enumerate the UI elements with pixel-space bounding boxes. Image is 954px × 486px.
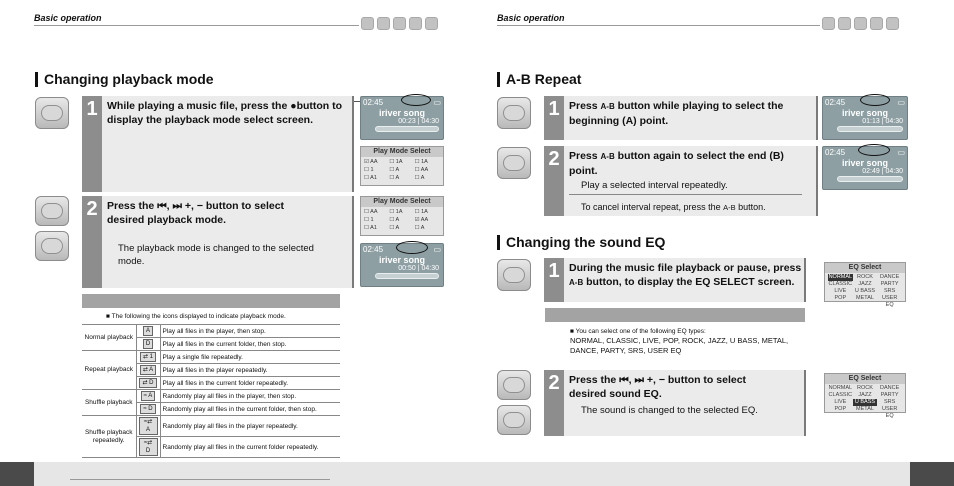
step-number: 2	[82, 196, 102, 288]
ab-key-label: A-B	[569, 278, 584, 287]
step2-text: Press the ⏮, ⏭ +, − button to select desired playback mode.	[107, 200, 285, 226]
mode-icon: ⇄ A	[140, 365, 156, 375]
lcd-progress-time: 01:13 | 04:30	[862, 118, 903, 125]
mode-icon: ≈⇄ D	[139, 438, 158, 456]
battery-icon: ▭	[433, 98, 441, 107]
battery-icon: ▭	[897, 148, 905, 157]
mode-desc: Randomly play all files in the player, then stop.	[160, 390, 340, 403]
lcd-song-title: iriver song	[378, 255, 425, 265]
lcd-progress-time: 00:50 | 04:30	[398, 265, 439, 272]
highlight-oval	[396, 241, 428, 254]
eq-step2-text: Press the ⏮, ⏭ +, − button to select desired sound EQ.	[569, 374, 747, 400]
lcd-song-title: iriver song	[841, 108, 888, 118]
mode-desc: Play a single file repeatedly.	[160, 351, 340, 364]
playback-icons-note: ■ The following the icons displayed to indicate playback mode.	[106, 313, 286, 320]
eq-items: NORMAL ROCK DANCE CLASSIC JAZZ PARTY LIVE U BASS SRS POP METAL USER EQ	[828, 274, 900, 308]
mode-icon: A	[143, 326, 153, 336]
mode-desc: Play all files in the player, then stop.	[160, 325, 340, 338]
eq-select-menu-1	[824, 262, 906, 308]
mode-desc: Randomly play all files in the current folder repeatedly.	[160, 437, 340, 458]
lcd-song-title: iriver song	[378, 108, 425, 118]
skip-buttons-icon	[35, 196, 69, 226]
ab-step2-text: Press A-B button again to select the end (B) point.	[569, 150, 784, 177]
ab-button-icon	[497, 97, 531, 129]
person-icon	[838, 17, 851, 30]
ab-step1-text: Press A-B button while playing to select the beginning (A) point.	[569, 100, 784, 127]
person-icon	[377, 17, 390, 30]
left-header-rule	[34, 25, 359, 26]
step1-text: While playing a music file, press the ●button to display the playback mode select screen.	[107, 100, 343, 126]
right-header-rule	[497, 25, 820, 26]
mode-cell: Shuffle playback	[82, 390, 136, 416]
lcd-progress-bar	[837, 176, 903, 182]
music-note-icon	[361, 17, 374, 30]
eq-step2-box	[544, 370, 806, 436]
highlight-oval	[860, 94, 890, 106]
menu-items: ☐ AA ☐ 1A ☐ 1A ☐ 1 ☐ A ☑ AA ☐ A1 ☐ A ☐ A	[364, 209, 429, 231]
highlight-oval	[401, 94, 431, 106]
settings-dial-icon	[854, 17, 867, 30]
step-number: 1	[82, 96, 102, 192]
ab-step2-subtext: Play a selected interval repeatedly.	[581, 180, 728, 191]
mode-button-icon	[35, 97, 69, 129]
mode-icon: ⇄ D	[139, 378, 156, 388]
ab-button-icon	[497, 147, 531, 179]
light-bulb-icon	[870, 17, 883, 30]
lcd-time: 02:45	[363, 98, 384, 107]
eq-items: NORMAL ROCK DANCE CLASSIC JAZZ PARTY LIVE U BASS SRS POP METAL USER EQ	[828, 385, 900, 419]
footer-left-block	[0, 462, 34, 486]
step2-box	[82, 196, 354, 288]
highlight-oval	[858, 144, 890, 156]
gear-icon	[425, 17, 438, 30]
section-title-sound-eq: Changing the sound EQ	[497, 235, 665, 250]
lcd-progress-bar	[375, 273, 439, 279]
lcd-progress-bar	[837, 126, 903, 132]
table-row	[82, 416, 340, 437]
ab-key-label: A-B	[600, 152, 615, 161]
gear-icon	[886, 17, 899, 30]
mode-cell: Repeat playback	[82, 351, 136, 390]
play-mode-menu-1	[360, 146, 444, 186]
footer-right-block	[910, 462, 954, 486]
play-mode-menu-2	[360, 196, 444, 236]
section-title-ab-repeat: A-B Repeat	[497, 72, 581, 87]
lcd-time: 02:45	[825, 148, 846, 157]
menu-title: EQ Select	[825, 374, 905, 384]
eq-step1-box	[544, 258, 806, 302]
step2-subtext: The playback mode is changed to the selected mode.	[118, 243, 314, 267]
mode-desc: Play all files in the current folder repeatedly.	[160, 377, 340, 390]
lcd-progress-time: 00:23 | 04:30	[398, 118, 439, 125]
right-header-title: Basic operation	[497, 13, 565, 23]
mode-desc: Play all files in the current folder, then stop.	[160, 338, 340, 351]
battery-icon: ▭	[897, 98, 905, 107]
mode-icon: ≈ A	[141, 391, 156, 401]
volume-buttons-icon	[497, 405, 531, 435]
menu-items: ☑ AA ☐ 1A ☐ 1A ☐ 1 ☐ A ☐ AA ☐ A1 ☐ A ☐ A	[364, 159, 429, 181]
lcd-time: 02:45	[825, 98, 846, 107]
light-bulb-icon	[409, 17, 422, 30]
eq-step2-subtext: The sound is changed to the selected EQ.	[581, 405, 758, 416]
mode-desc: Play all files in the player repeatedly.	[160, 364, 340, 377]
round-button-icon: ●	[290, 100, 297, 112]
eq-select-menu-2	[824, 373, 906, 419]
step-number: 1	[544, 96, 564, 140]
step-number: 2	[544, 370, 564, 436]
eq-note: ■ You can select one of the following EQ types: NORMAL, CLASSIC, LIVE, POP, ROCK, JAZZ, U BASS, METAL, DANCE, PARTY, SRS, USER EQ	[570, 328, 789, 355]
left-header-title: Basic operation	[34, 13, 102, 23]
menu-title: EQ Select	[825, 263, 905, 273]
ab-cancel-text: To cancel interval repeat, press the A-B button.	[581, 202, 766, 212]
ab-button-icon	[497, 259, 531, 291]
bullet-icon: ■	[570, 328, 576, 335]
step1-box	[82, 96, 354, 192]
menu-title: Play Mode Select	[361, 197, 443, 207]
step-number: 2	[544, 146, 564, 216]
table-row	[82, 351, 340, 364]
menu-title: Play Mode Select	[361, 147, 443, 157]
lcd-song-title: iriver song	[841, 158, 888, 168]
footer-band	[0, 462, 954, 486]
eq-step1-text: During the music file playback or pause, press A-B button, to display the EQ SELECT screen.	[569, 262, 802, 288]
mode-desc: Randomly play all files in the current folder, then stop.	[160, 403, 340, 416]
playback-mode-table	[82, 324, 340, 458]
mode-icon: ≈ D	[140, 404, 155, 414]
battery-icon: ▭	[433, 245, 441, 254]
footer-rule	[70, 479, 330, 480]
ab-step1-box	[544, 96, 818, 140]
left-header-icons	[361, 17, 438, 30]
section-title-playback-mode: Changing playback mode	[35, 72, 214, 87]
ab-key-label: A-B	[600, 102, 615, 111]
music-note-icon	[822, 17, 835, 30]
mode-desc: Randomly play all files in the player repeatedly.	[160, 416, 340, 437]
cancel-divider	[569, 194, 802, 195]
mode-icon: ⇄ 1	[140, 352, 156, 362]
volume-buttons-icon	[35, 231, 69, 261]
mode-icon: ≈⇄ A	[139, 417, 158, 435]
skip-buttons-icon	[497, 370, 531, 400]
ab-step2-box	[544, 146, 818, 216]
lcd-progress-time: 02:49 | 04:30	[862, 168, 903, 175]
lcd-progress-bar	[375, 126, 439, 132]
right-header-icons	[822, 17, 899, 30]
step-number: 1	[544, 258, 564, 302]
eq-note-band	[545, 308, 805, 322]
bullet-icon: ■	[106, 313, 112, 320]
mode-icon: D	[143, 339, 153, 349]
note-band	[82, 294, 340, 308]
mode-cell: Normal playback	[82, 325, 136, 351]
table-row	[82, 390, 340, 403]
mode-cell: Shuffle playback repeatedly.	[82, 416, 136, 458]
settings-dial-icon	[393, 17, 406, 30]
table-row	[82, 325, 340, 338]
lcd-time: 02:45	[363, 245, 384, 254]
